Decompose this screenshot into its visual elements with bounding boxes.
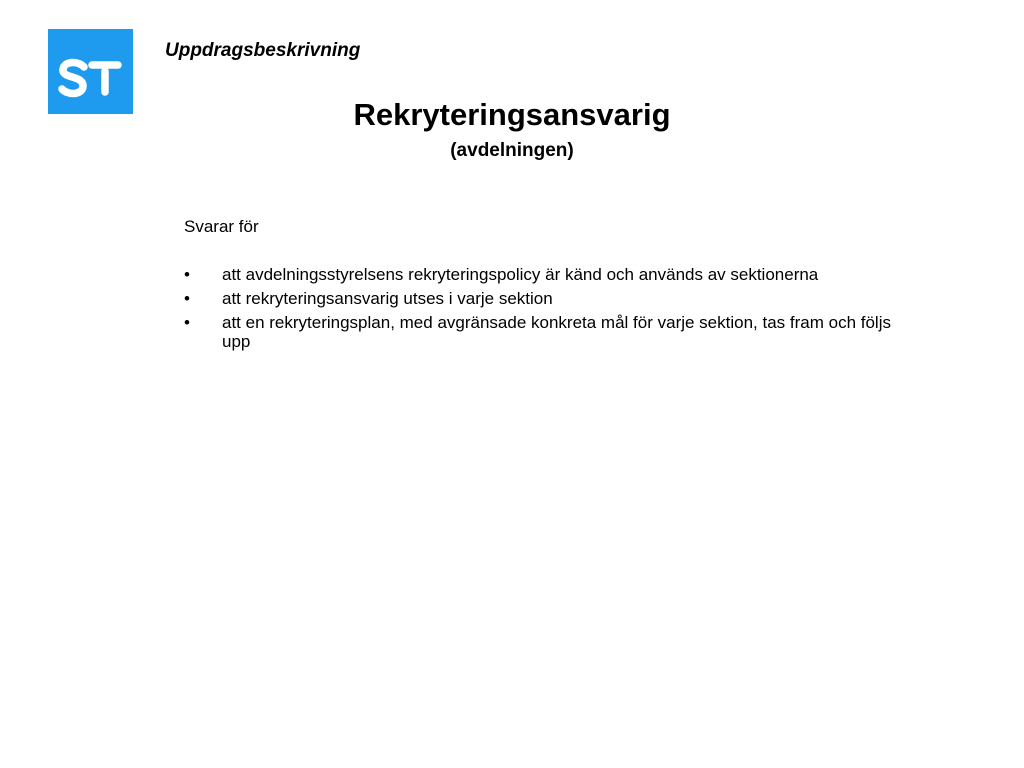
page-title: Rekryteringsansvarig [353,97,671,132]
responsibility-list [184,265,944,356]
intro-text: Svarar för [184,217,259,236]
list-item-text: att rekryteringsansvarig utses i varje sektion [222,289,553,308]
bullet-icon: • [184,265,190,284]
list-item [184,289,944,308]
page-subtitle: (avdelningen) [450,140,574,161]
list-item [184,265,944,284]
list-item-text: att en rekryteringsplan, med avgränsade konkreta mål för varje sektion, tas fram och följs upp [222,313,891,351]
bullet-icon: • [184,313,190,332]
list-item-text: att avdelningsstyrelsens rekryteringspolicy är känd och används av sektionerna [222,265,819,284]
bullet-icon: • [184,289,190,308]
document-type-label: Uppdragsbeskrivning [165,40,361,61]
list-item [184,313,944,351]
